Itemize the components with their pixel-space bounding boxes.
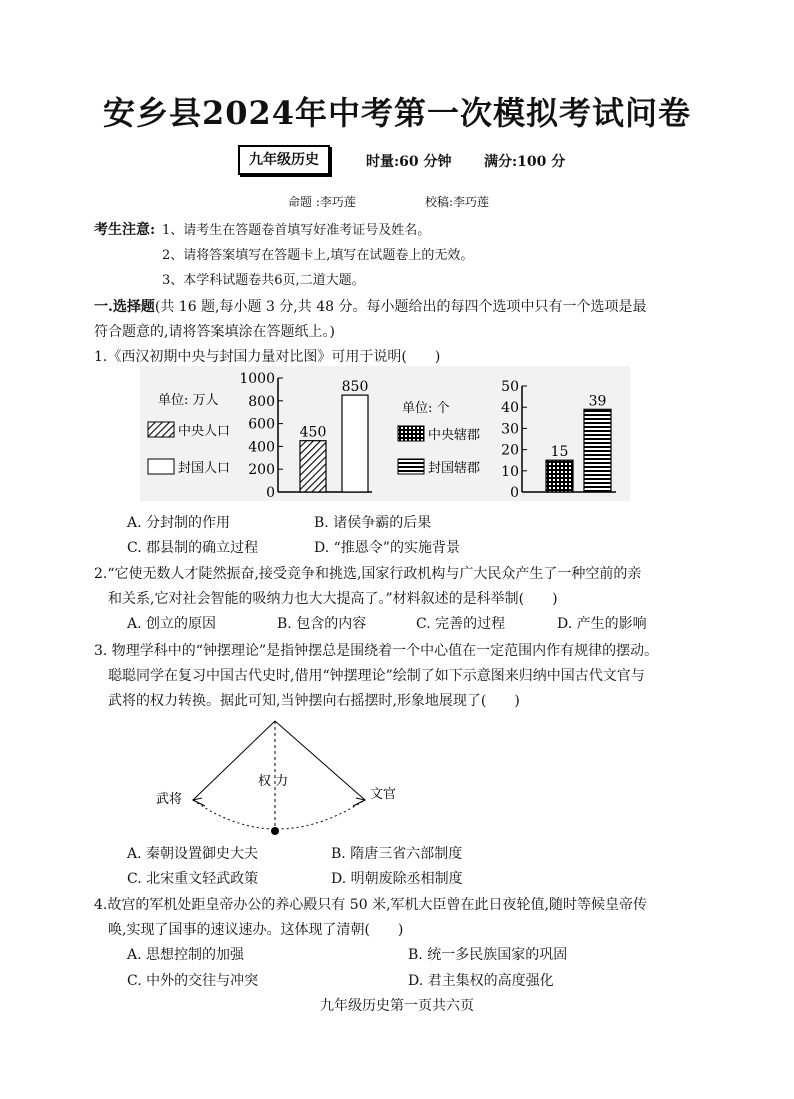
- chart1-tick-label: 800: [248, 393, 275, 410]
- q3-option-b: B. 隋唐三省六部制度: [331, 846, 463, 862]
- chart2-legend-swatch-fief: [398, 459, 424, 474]
- chart1-legend-fief: 封国人口: [178, 461, 231, 476]
- q1-stem: 1.《西汉初期中央与封国力量对比图》可用于说明( ): [94, 349, 441, 365]
- notice-item: 3、本学科试题卷共6页,二道大题。: [162, 273, 365, 288]
- section1-intro-2: 符合题意的,请将答案填涂在答题纸上。): [94, 324, 335, 340]
- chart2-legend-central: 中央辖郡: [428, 428, 481, 443]
- subject-box: 九年级历史: [238, 145, 330, 175]
- q3-option-a: A. 秦朝设置御史大夫: [127, 846, 259, 862]
- q3-option-d: D. 明朝废除丞相制度: [331, 871, 463, 887]
- chart1-tick-label: 400: [248, 439, 275, 456]
- q4-option-d: D. 君主集权的高度强化: [408, 973, 554, 989]
- chart2-tick-label: 0: [510, 485, 519, 501]
- q2-option-d: D. 产生的影响: [557, 616, 647, 632]
- q1-option-d: D. “推恩令”的实施背景: [314, 540, 460, 556]
- time-label: 时量:60 分钟: [366, 154, 452, 170]
- chart2-tick-label: 50: [501, 379, 519, 395]
- score-label: 满分:100 分: [484, 154, 566, 170]
- chart1-legend-swatch-central: [148, 422, 174, 437]
- chart2-tick-label: 20: [501, 442, 519, 459]
- notice-label: 考生注意:: [94, 222, 156, 238]
- q1-option-a: A. 分封制的作用: [127, 515, 231, 531]
- pendulum-right-string: [275, 721, 365, 800]
- q3-stem-3: 武将的权力转换。据此可知,当钟摆向右摇摆时,形象地展现了( ): [108, 693, 520, 709]
- notice-item: 2、请将答案填写在答题卡上,填写在试题卷上的无效。: [162, 248, 474, 263]
- q3-stem-2: 聪聪同学在复习中国古代史时,借用“钟摆理论”绘制了如下示意图来归纳中国古代文官与: [108, 668, 645, 684]
- chart1-tick-label: 600: [248, 416, 275, 433]
- q1-charts: [140, 366, 630, 501]
- arrow-right-icon: [353, 798, 365, 806]
- chart1-data-label: 450: [299, 424, 327, 441]
- chart2-legend-swatch-central: [398, 426, 424, 441]
- chart1-tick-label: 0: [266, 485, 275, 501]
- chart1-tick-label: 1000: [239, 371, 275, 387]
- proposer: 命题 :李巧莲: [288, 195, 356, 209]
- q2-option-b: B. 包含的内容: [277, 616, 367, 632]
- chart1-tick-label: 200: [248, 462, 275, 479]
- section1-intro: [94, 296, 646, 316]
- chart1-bar: [300, 441, 326, 492]
- chart2-bar: [584, 409, 611, 492]
- q4-option-c: C. 中外的交往与冲突: [127, 973, 259, 989]
- q4-option-b: B. 统一多民族国家的巩固: [408, 947, 568, 963]
- q1-option-b: B. 诸侯争霸的后果: [314, 515, 432, 531]
- chart2-tick-label: 10: [501, 463, 519, 480]
- q2-option-a: A. 创立的原因: [127, 616, 217, 632]
- section1-heading: 一.选择题: [94, 299, 155, 315]
- chart2-tick-label: 40: [501, 400, 519, 417]
- page-footer: 九年级历史第一页共六页: [320, 998, 474, 1014]
- label-officials: 文官: [370, 787, 397, 802]
- pendulum-bob: [271, 827, 279, 835]
- arrow-left-icon: [193, 798, 205, 806]
- q4-stem-2: 唤,实现了国事的速议速办。这体现了清朝( ): [108, 922, 404, 938]
- chart2-bar: [546, 460, 573, 492]
- label-power: 权 力: [258, 774, 289, 789]
- section1-intro-1: (共 16 题,每小题 3 分,共 48 分。每小题给出的每四个选项中只有一个选项是最: [154, 299, 647, 315]
- chart1-data-label: 850: [341, 379, 369, 396]
- page-title: 安乡县2024年中考第一次模拟考试问卷: [102, 94, 692, 132]
- notice-item: 1、请考生在答题卷首填写好准考证号及姓名。: [162, 223, 431, 238]
- chart2-legend-fief: 封国辖郡: [428, 461, 481, 476]
- chart2-unit-label: 单位: 个: [402, 401, 450, 416]
- pendulum-diagram: [150, 718, 410, 843]
- q3-stem-1: 3. 物理学科中的“钟摆理论”是指钟摆总是围绕着一个中心值在一定范围内作有规律的摆动。: [94, 643, 659, 659]
- chart2-data-label: 39: [588, 393, 607, 410]
- q1-option-c: C. 郡县制的确立过程: [127, 540, 259, 556]
- q4-stem-1: 4.故宫的军机处距皇帝办公的养心殿只有 50 米,军机大臣曾在此日夜轮值,随时等候皇帝传: [94, 897, 647, 913]
- q2-stem-1: 2.“它使无数人才陡然振奋,接受竞争和挑选,国家行政机构与广大民众产生了一种空前的亲: [94, 566, 642, 582]
- chart2-tick-label: 30: [501, 421, 519, 438]
- q3-option-c: C. 北宋重文轻武政策: [127, 871, 259, 887]
- pendulum-arc: [193, 800, 365, 829]
- reviewer: 校稿:李巧莲: [425, 195, 490, 209]
- chart1-legend-swatch-fief: [148, 459, 174, 474]
- label-generals: 武将: [156, 792, 183, 807]
- chart1-unit-label: 单位: 万人: [158, 393, 219, 408]
- q2-stem-2: 和关系,它对社会智能的吸纳力也大大提高了。”材料叙述的是科举制( ): [108, 591, 558, 607]
- chart1-bar: [342, 395, 368, 492]
- q2-option-c: C. 完善的过程: [416, 616, 506, 632]
- q4-option-a: A. 思想控制的加强: [127, 947, 245, 963]
- chart2-data-label: 15: [550, 444, 569, 461]
- chart1-legend-central: 中央人口: [178, 424, 231, 439]
